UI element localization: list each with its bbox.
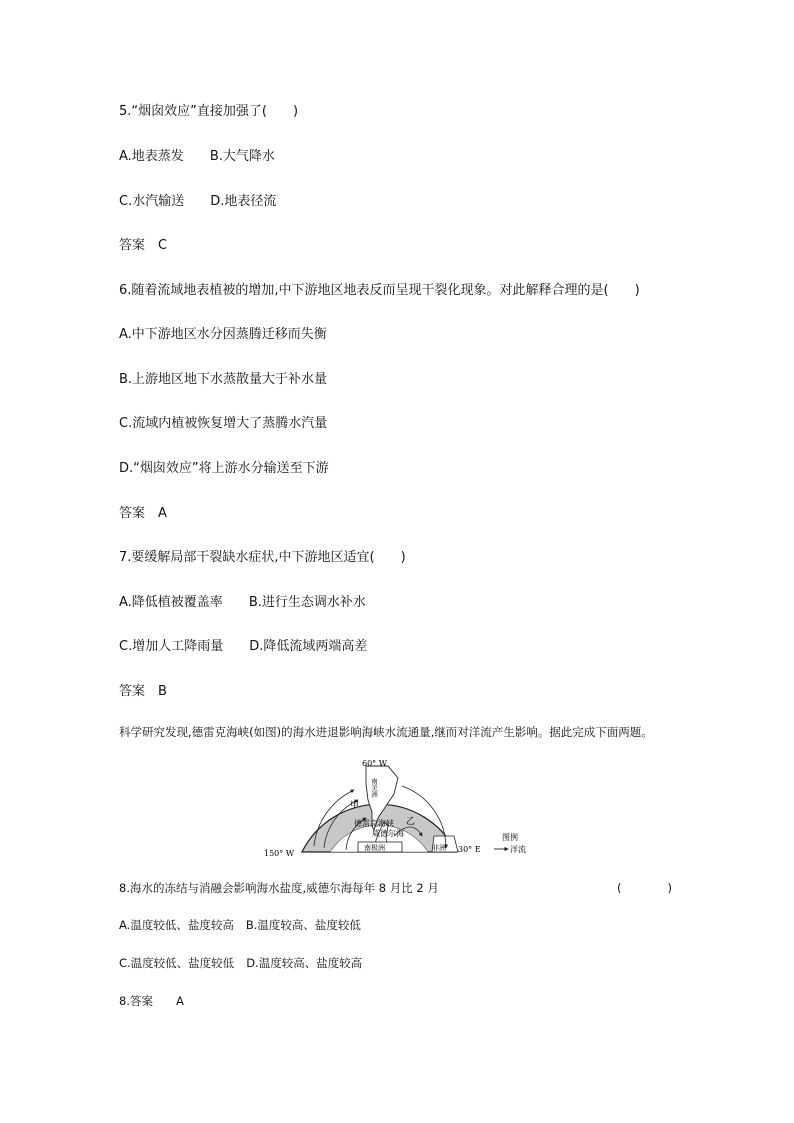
q5-option-c: C.水汽输送 [119, 194, 185, 209]
q5-answer: 答案 C [119, 238, 168, 253]
q5-options-row2 [119, 194, 276, 210]
q7-options-row1 [119, 595, 366, 611]
q8-options-row2 [119, 955, 362, 971]
q8-option-b: B.温度较高、盐度较低 [245, 918, 361, 932]
q8-option-a: A.温度较低、盐度较高 [119, 918, 234, 932]
q6-stem: 6.随着流域地表植被的增加,中下游地区地表反而呈现干裂化现象。对此解释合理的是( ) [119, 283, 640, 298]
africa-label: 非洲 [432, 844, 446, 852]
q6-answer: 答案 A [119, 506, 167, 521]
q8-answer-paren: ( ) [617, 881, 672, 895]
yi-label: 乙 [406, 817, 416, 827]
legend-title: 图例 [502, 833, 518, 842]
jia-label: 甲 [350, 801, 360, 811]
intro-text: 科学研究发现,德雷克海峡(如图)的海水进退影响海峡水流通量,继而对洋流产生影响。据此完成下面两题。 [119, 725, 653, 739]
q5-stem: 5.“烟囱效应”直接加强了( ) [119, 104, 299, 119]
q8-options-row1 [119, 917, 361, 933]
q5-option-b: B.大气降水 [209, 149, 275, 164]
q8-option-d: D.温度较高、盐度较高 [246, 956, 363, 970]
q7-option-a: A.降低植被覆盖率 [119, 595, 223, 610]
legend-current-label: 洋流 [510, 845, 526, 854]
q7-options-row2 [119, 639, 367, 655]
drake-passage-label: 德雷克海峡 [354, 819, 394, 828]
drake-passage-map [262, 756, 562, 860]
q6-option-c: C.流域内植被恢复增大了蒸腾水汽量 [119, 416, 328, 431]
q7-stem: 7.要缓解局部干裂缺水症状,中下游地区适宜( ) [119, 550, 406, 565]
q8-stem: 8.海水的冻结与消融会影响海水盐度,威德尔海每年 8 月比 2 月 [119, 881, 439, 895]
q5-options-row1 [119, 149, 275, 165]
q7-option-d: D.降低流域两端高差 [249, 639, 368, 654]
lon-right-label: 30° E [458, 845, 481, 854]
lon-top-label: 60° W [362, 759, 387, 768]
q8-answer: 8.答案 A [119, 994, 184, 1008]
q6-option-b: B.上游地区地下水蒸散量大于补水量 [119, 372, 328, 387]
weddell-sea-label: 威德尔海 [372, 829, 404, 838]
q5-option-a: A.地表蒸发 [119, 149, 184, 164]
q7-option-c: C.增加人工降雨量 [119, 639, 224, 654]
q5-option-d: D.地表径流 [210, 194, 277, 209]
q6-option-d: D.“烟囱效应”将上游水分输送至下游 [119, 461, 329, 476]
antarctica-label: 南极洲 [364, 844, 385, 852]
lon-left-label: 150° W [264, 849, 295, 858]
q6-option-a: A.中下游地区水分因蒸腾迁移而失衡 [119, 327, 327, 342]
q8-option-c: C.温度较低、盐度较低 [119, 956, 235, 970]
south-america-label: 南美洲 [370, 778, 378, 798]
q7-answer: 答案 B [119, 684, 167, 699]
q7-option-b: B.进行生态调水补水 [248, 595, 366, 610]
